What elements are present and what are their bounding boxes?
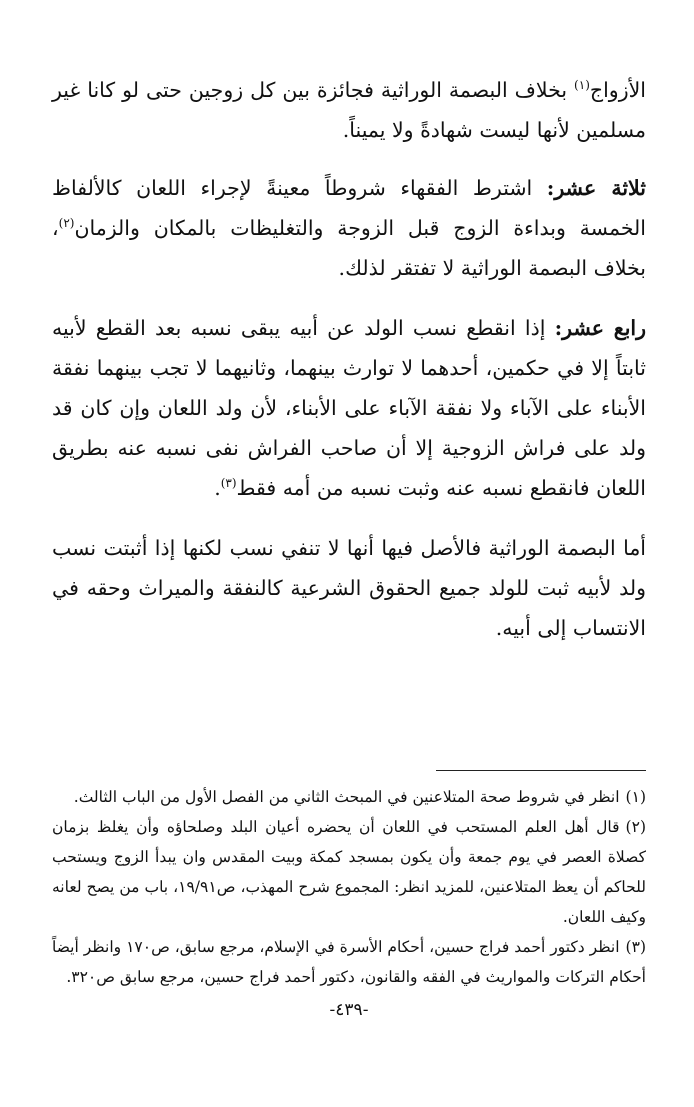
paragraph-text: . [214, 476, 221, 500]
paragraph-1 [52, 70, 646, 150]
footnote-number: (١) [625, 788, 646, 806]
paragraph-text: ، بخلاف البصمة الوراثية لا تفتقر لذلك. [52, 216, 646, 280]
paragraph-4 [52, 528, 646, 648]
footnote-ref-3[interactable]: (٣) [220, 476, 237, 491]
footnotes [52, 782, 646, 992]
paragraph-text: إذا انقطع نسب الولد عن أبيه يبقى نسبه بعد القطع لأبيه ثابتاً إلا في حكمين، أحدهما لا توارث بينهما، وثانيهما لا تجب بينهما نفقة الأبناء على الآباء ولا نفقة الآباء على الأبناء، لأن ولد اللعان وإن كان قد ولد على فراش الزوجية إلا أن صاحب الفراش نفى نسبه عنه بطريق اللعان فانقطع نسبه عنه وثبت نسبه من أمه فقط [52, 316, 646, 500]
paragraph-heading: رابع عشر: [554, 316, 647, 340]
footnote-2 [52, 812, 646, 932]
paragraph-text: بخلاف البصمة الوراثية فجائزة بين كل زوجين حتى لو كانا غير مسلمين لأنها ليست شهادةً ولا يميناً. [52, 78, 646, 142]
footnote-separator [436, 770, 646, 771]
paragraph-2 [52, 168, 646, 288]
footnote-ref-2[interactable]: (٢) [58, 216, 75, 231]
paragraph-3 [52, 308, 646, 508]
footnote-3 [52, 932, 646, 992]
footnote-text: انظر في شروط صحة المتلاعنين في المبحث الثاني من الفصل الأول من الباب الثالث. [73, 788, 620, 806]
footnote-text: انظر دكتور أحمد فراج حسين، أحكام الأسرة في الإسلام، مرجع سابق، ص١٧٠ وانظر أيضاً أحكام التركات والمواريث في الفقه والقانون، دكتور أحمد فراج حسين، مرجع سابق ص٣٢٠. [52, 938, 646, 986]
paragraph-text: اشترط الفقهاء شروطاً معينةً لإجراء اللعان كالألفاظ الخمسة وبداءة الزوج قبل الزوجة والتغليظات بالمكان والزمان [52, 176, 646, 240]
paragraph-heading: ثلاثة عشر: [546, 176, 646, 200]
footnote-number: (٣) [625, 938, 646, 956]
page-content [52, 70, 646, 1107]
footnote-ref-1[interactable]: (١) [574, 78, 590, 93]
paragraph-text: أما البصمة الوراثية فالأصل فيها أنها لا تنفي نسب لكنها إذا أثبتت نسب ولد لأبيه ثبت للولد جميع الحقوق الشرعية كالنفقة والميراث وحقه في الانتساب إلى أبيه. [52, 536, 646, 640]
paragraph-text: الأزواج [589, 78, 646, 102]
footnote-number: (٢) [625, 818, 646, 836]
footnote-text: قال أهل العلم المستحب في اللعان أن يحضره أعيان البلد وصلحاؤه وأن يغلظ بزمان كصلاة العصر في يوم جمعة وأن يكون بمسجد كمكة وبيت المقدس وان يبدأ الزوج ويستحب للحاكم أن يعظ المتلاعنين، للمزيد انظر: المجموع شرح المهذب، ص١٩/٩١، باب من يصح لعانه وكيف اللعان. [52, 818, 646, 926]
page-number: -٤٣٩- [329, 1000, 369, 1020]
footnote-1 [52, 782, 646, 812]
